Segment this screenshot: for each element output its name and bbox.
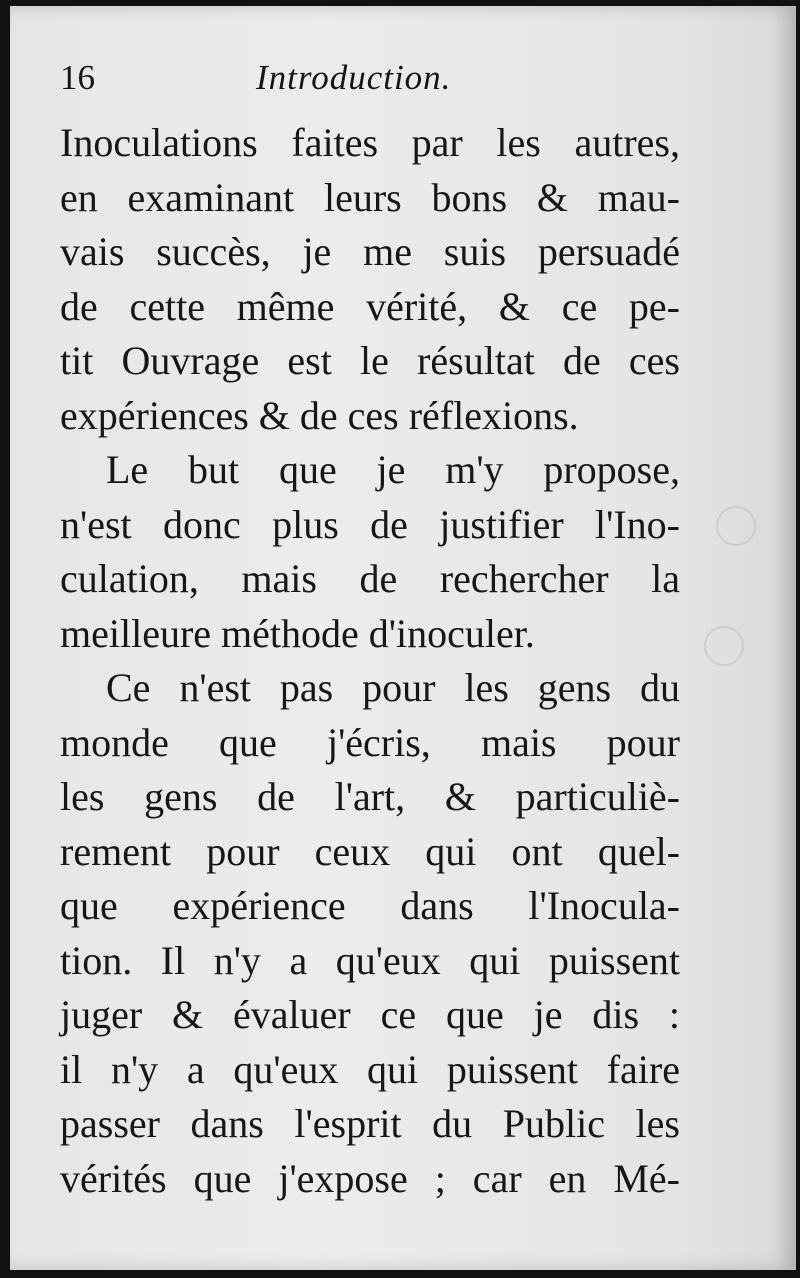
text-line: juger & évaluer ce que je dis : (60, 992, 680, 1037)
text-line: monde que j'écris, mais pour (60, 719, 680, 765)
text-line: en examinant leurs bons & mau- (60, 174, 680, 220)
text-line: Inoculations faites par les autres, (60, 120, 680, 165)
body-text (60, 116, 680, 1206)
text-line: tit Ouvrage est le résultat de ces (60, 338, 680, 383)
text-line: expériences & de ces réflexions. (60, 392, 579, 438)
text-line: culation, mais de rechercher la (60, 556, 680, 601)
running-title: Introduction. (256, 58, 452, 97)
text-line: que expérience dans l'Inocula- (60, 883, 680, 928)
text-line: meilleure méthode d'inoculer. (60, 610, 535, 656)
text-line: passer dans l'esprit du Public les (60, 1101, 680, 1146)
text-line: rement pour ceux qui ont quel- (60, 828, 680, 874)
show-through-mark (704, 626, 744, 666)
text-line: de cette même vérité, & ce pe- (60, 283, 680, 329)
page-number: 16 (60, 58, 95, 97)
text-line: Le but que je m'y propose, (106, 447, 680, 492)
text-line: n'est donc plus de justifier l'Ino- (60, 501, 680, 547)
text-line: vérités que j'expose ; car en Mé- (60, 1155, 680, 1201)
text-line: les gens de l'art, & particuliè- (60, 774, 680, 819)
running-head (60, 58, 700, 102)
text-line: il n'y a qu'eux qui puissent faire (60, 1046, 680, 1092)
text-line: vais succès, je me suis persuadé (60, 229, 680, 274)
show-through-mark (716, 506, 756, 546)
text-line: tion. Il n'y a qu'eux qui puissent (60, 937, 680, 983)
text-line: Ce n'est pas pour les gens du (106, 665, 680, 710)
book-page (10, 6, 796, 1270)
